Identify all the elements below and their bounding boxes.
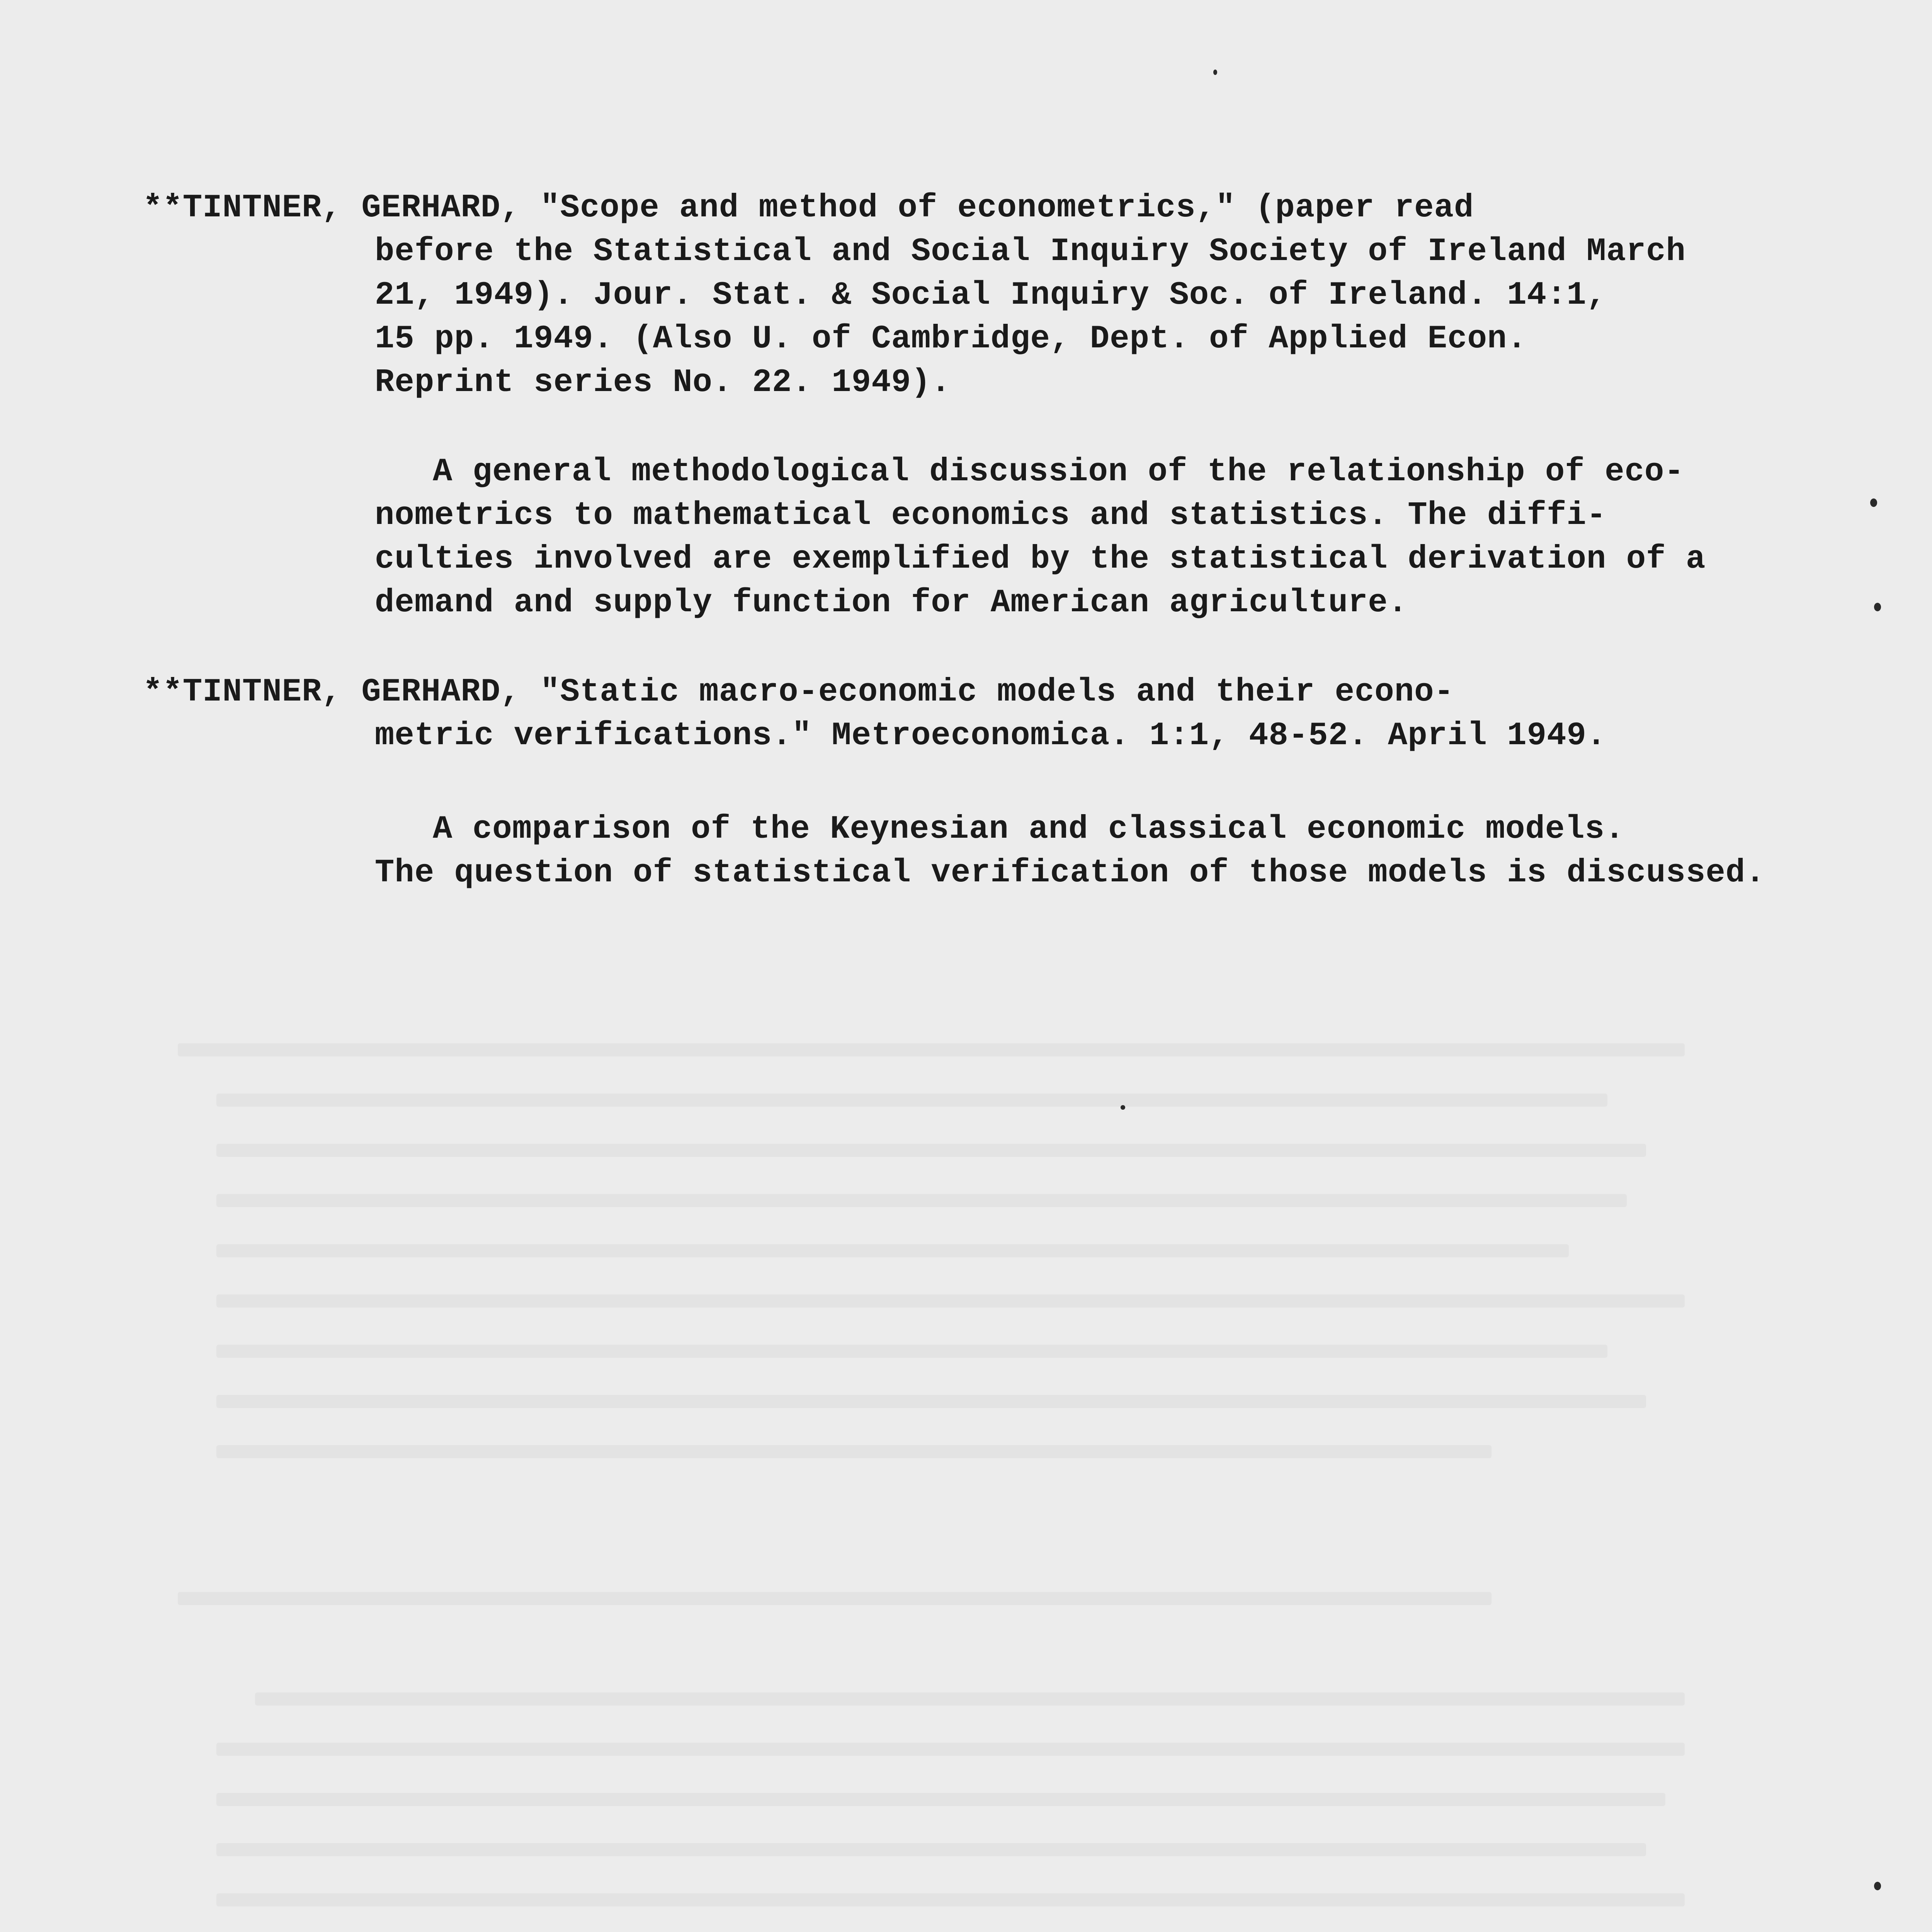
bleed-through-mark <box>216 1445 1492 1458</box>
entry-abstract <box>375 450 1727 625</box>
ink-speck <box>1121 1105 1125 1110</box>
bleed-through-mark <box>255 1692 1685 1706</box>
entry-citation-line: Reprint series No. 22. 1949). <box>375 364 951 401</box>
ink-speck <box>1870 498 1877 507</box>
bleed-through-mark <box>216 1244 1569 1257</box>
entry-citation-line: before the Statistical and Social Inquiry Society of Ireland March <box>375 233 1686 270</box>
entry-citation-line: **TINTNER, GERHARD, "Scope and method of econometrics," (paper read <box>143 190 1474 226</box>
abstract-line: A comparison of the Keynesian and classical economic models. <box>433 811 1625 848</box>
abstract-line: The question of statistical verification of those models is discussed. <box>375 855 1765 891</box>
abstract-line: culties involved are exemplified by the statistical derivation of a <box>375 541 1706 578</box>
bleed-through-mark <box>178 1592 1492 1605</box>
entry-citation-line: 21, 1949). Jour. Stat. & Social Inquiry Soc. of Ireland. 14:1, <box>375 277 1607 314</box>
bleed-through-mark <box>216 1893 1685 1906</box>
bleed-through-mark <box>216 1294 1685 1308</box>
bleed-through-mark <box>216 1194 1627 1207</box>
bleed-through-mark <box>216 1094 1607 1107</box>
ink-speck <box>1874 1882 1881 1890</box>
bleed-through-mark <box>216 1843 1646 1856</box>
abstract-line: A general methodological discussion of the relationship of eco- <box>433 454 1684 490</box>
bibliography-entry <box>143 670 1727 758</box>
bleed-through-mark <box>216 1345 1607 1358</box>
entry-citation-line: **TINTNER, GERHARD, "Static macro-economic models and their econo- <box>143 674 1454 711</box>
bleed-through-mark <box>216 1793 1665 1806</box>
bleed-through-mark <box>216 1743 1685 1756</box>
entry-citation-line: 15 pp. 1949. (Also U. of Cambridge, Dept. of Applied Econ. <box>375 321 1527 357</box>
entry-citation-line: metric verifications." Metroeconomica. 1:1, 48-52. April 1949. <box>375 718 1607 754</box>
bleed-through-mark <box>216 1144 1646 1157</box>
entry-abstract <box>375 808 1765 895</box>
bleed-through-mark <box>216 1395 1646 1408</box>
abstract-line: demand and supply function for American agriculture. <box>375 585 1408 621</box>
bibliography-entry <box>143 186 1727 405</box>
abstract-line: nometrics to mathematical economics and statistics. The diffi- <box>375 497 1607 534</box>
ink-speck <box>1213 70 1217 75</box>
bleed-through-mark <box>178 1043 1685 1056</box>
ink-speck <box>1874 603 1881 611</box>
